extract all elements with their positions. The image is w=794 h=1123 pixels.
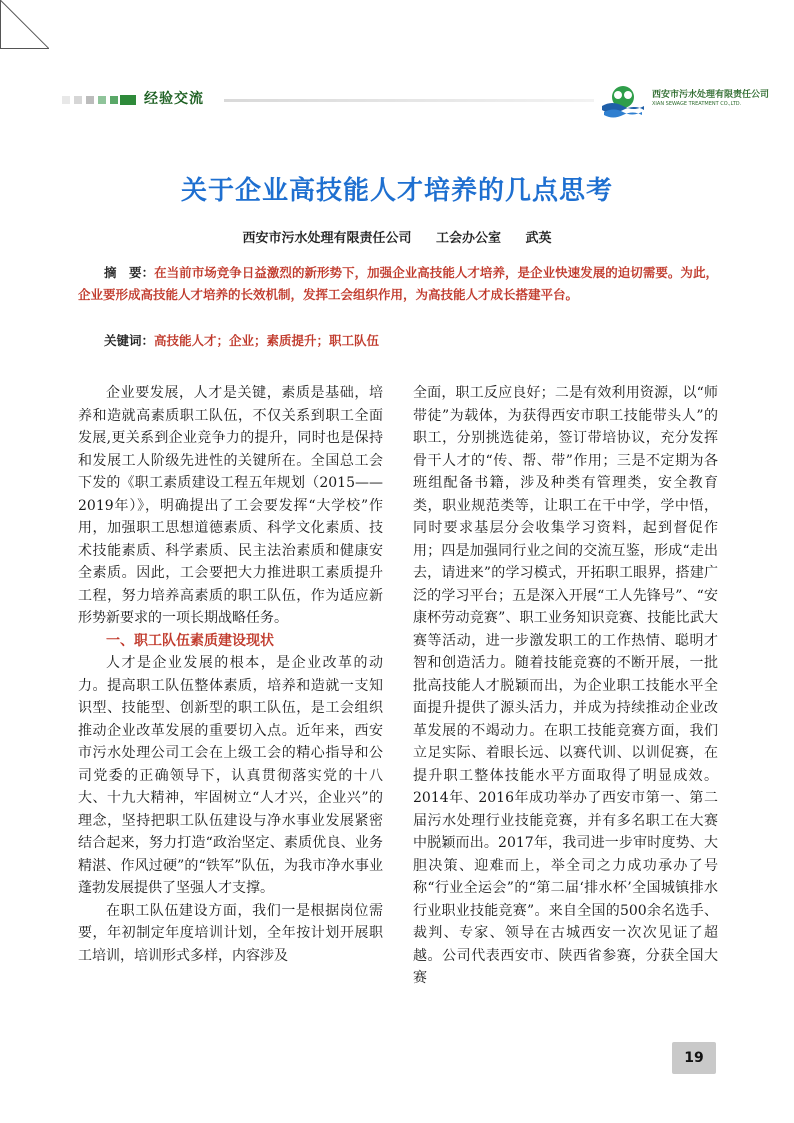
header-accent-bar <box>120 95 136 105</box>
section-label: 经验交流 <box>144 91 204 107</box>
body-paragraph: 人才是企业发展的根本，是企业改革的动力。提高职工队伍整体素质，培养和造就一支知识型、技能型、创新型的职工队伍，是工会组织推动企业改革发展的重要切入点。近年来，西安市污水处理公司工会在上级工会的精心指导和公司党委的正确领导下，认真贯彻落实党的十八大、十九大精神，牢固树立“人才兴，企业兴”的理念，坚持把职工队伍建设与净水事业发展紧密结合起来，努力打造“政治坚定、素质优良、业务精湛、作风过硬”的“铁军”队伍，为我市净水事业蓬勃发展提供了坚强人才支撑。 <box>78 655 383 896</box>
keywords <box>78 330 718 352</box>
byline-department: 工会办公室 <box>435 231 501 246</box>
header-square-3 <box>86 96 94 104</box>
logo-chinese-name: 西安市污水处理有限责任公司 <box>652 90 770 100</box>
section-heading: 一、职工队伍素质建设现状 <box>106 632 274 649</box>
byline-organization: 西安市污水处理有限责任公司 <box>242 231 412 246</box>
crop-corner-mark <box>0 0 49 49</box>
header-square-2 <box>74 96 82 104</box>
body-column-right <box>413 382 718 990</box>
body-paragraph: 企业要发展，人才是关键，素质是基础，培养和造就高素质职工队伍，不仅关系到职工全面发展,更关系到企业竞争力的提升，同时也是保持和发展工人阶级先进性的关键所在。全国总工会下发的《职工素质建设工程五年规划（2015——2019年）》，明确提出了工会要发挥“大学校”作用，加强职工思想道德素质、科学文化素质、技术技能素质、科学素质、民主法治素质和健康安全素质。因此，工会要把大力推进职工素质提升工程，努力培养高素质的职工队伍，作为适应新形势新要求的一项长期战略任务。 <box>78 385 383 626</box>
byline <box>0 227 794 246</box>
company-logo-text <box>652 90 772 107</box>
body-paragraph: 全面，职工反应良好；二是有效利用资源，以“师带徒”为载体，为获得西安市职工技能带头人”的职工，分别挑选徒弟，签订带培协议，充分发挥骨干人才的“传、帮、带”作用；三是不定期为各班组配备书籍，涉及种类有管理类，安全教育类，职业规范类等，让职工在干中学，学中悟，同时要求基层分会收集学习资料，起到督促作用；四是加强同行业之间的交流互鉴，形成“走出去，请进来”的学习模式，开拓职工眼界，搭建广泛的学习平台；五是深入开展“工人先锋号”、“安康杯劳动竞赛”、职工业务知识竞赛、技能比武大赛等活动，进一步激发职工的工作热情、聪明才智和创造活力。随着技能竞赛的不断开展，一批批高技能人才脱颖而出，为企业职工技能水平全面提升提供了源头活力，并成为持续推动企业改革发展的不竭动力。在职工技能竞赛方面，我们立足实际、着眼长远、以赛代训、以训促赛，在提升职工整体技能水平方面取得了明显成效。2014年、2016年成功举办了西安市第一、第二届污水处理行业技能竞赛，并有多名职工在大赛中脱颖而出。2017年，我司进一步审时度势、大胆决策、迎难而上，举全司之力成功承办了号称“行业全运会”的“第二届‘排水杯’全国城镇排水行业职业技能竞赛”。来自全国的500余名选手、裁判、专家、领导在古城西安一次次见证了超越。公司代表西安市、陕西省参赛，分获全国大赛 <box>413 385 718 986</box>
header-square-4 <box>98 96 106 104</box>
header-square-5 <box>110 96 118 104</box>
body-paragraph: 在职工队伍建设方面，我们一是根据岗位需要，年初制定年度培训计划，全年按计划开展职工培训，培训形式多样，内容涉及 <box>78 902 383 964</box>
page-number: 19 <box>672 1042 716 1074</box>
abstract <box>78 262 718 306</box>
keywords-label: 关键词： <box>104 333 155 348</box>
byline-author: 武英 <box>525 231 552 246</box>
header-rule <box>224 99 594 102</box>
running-header <box>0 84 794 118</box>
keywords-text: 高技能人才；企业；素质提升；职工队伍 <box>154 333 380 348</box>
logo-english-name: XIAN SEWAGE TREATMENT CO.,LTD. <box>652 101 742 107</box>
company-logo-icon <box>600 84 646 118</box>
abstract-text: 在当前市场竞争日益激烈的新形势下，加强企业高技能人才培养，是企业快速发展的迫切需要。为此，企业要形成高技能人才培养的长效机制，发挥工会组织作用，为高技能人才成长搭建平台。 <box>78 265 718 302</box>
abstract-label: 摘 要： <box>104 265 155 280</box>
article-title: 关于企业高技能人才培养的几点思考 <box>180 176 613 206</box>
body-column-left <box>78 382 383 967</box>
header-square-1 <box>62 96 70 104</box>
